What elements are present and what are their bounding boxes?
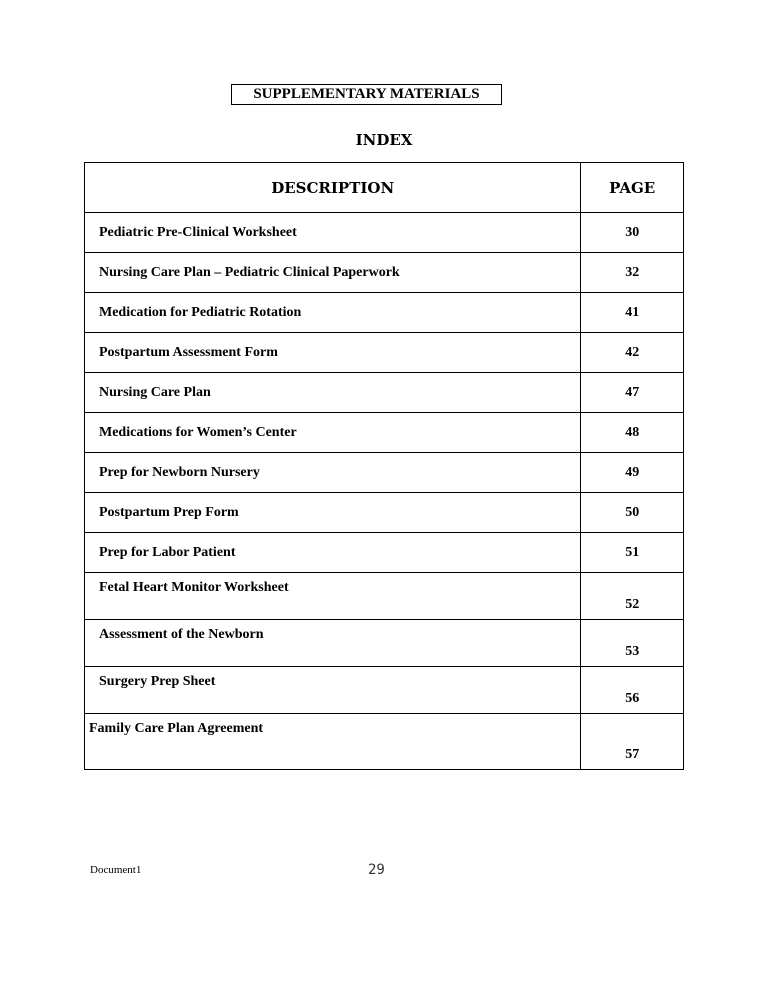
row-description: Assessment of the Newborn <box>85 620 581 667</box>
row-page: 53 <box>581 620 684 667</box>
row-page: 41 <box>581 293 684 333</box>
row-description: Nursing Care Plan – Pediatric Clinical Paperwork <box>85 253 581 293</box>
document-name: Document1 <box>90 864 142 876</box>
row-page: 42 <box>581 333 684 373</box>
row-description: Family Care Plan Agreement <box>85 714 581 770</box>
page-column-header: PAGE <box>581 163 684 213</box>
table-row <box>85 620 684 667</box>
table-row <box>85 667 684 714</box>
row-description: Medication for Pediatric Rotation <box>85 293 581 333</box>
row-description: Fetal Heart Monitor Worksheet <box>85 573 581 620</box>
table-row <box>85 714 684 770</box>
table-row <box>85 213 684 253</box>
table-row <box>85 573 684 620</box>
supplementary-materials-title: SUPPLEMENTARY MATERIALS <box>231 84 502 105</box>
row-page: 32 <box>581 253 684 293</box>
table-row <box>85 493 684 533</box>
index-heading: INDEX <box>355 131 413 149</box>
row-description: Medications for Women’s Center <box>85 413 581 453</box>
table-row <box>85 333 684 373</box>
row-description: Pediatric Pre-Clinical Worksheet <box>85 213 581 253</box>
table-row <box>85 293 684 333</box>
row-page: 50 <box>581 493 684 533</box>
row-description: Prep for Newborn Nursery <box>85 453 581 493</box>
row-page: 56 <box>581 667 684 714</box>
page-number: 29 <box>368 862 385 878</box>
table-row <box>85 533 684 573</box>
row-page: 30 <box>581 213 684 253</box>
row-page: 57 <box>581 714 684 770</box>
row-description: Prep for Labor Patient <box>85 533 581 573</box>
table-row <box>85 253 684 293</box>
table-row <box>85 453 684 493</box>
row-description: Surgery Prep Sheet <box>85 667 581 714</box>
table-row <box>85 413 684 453</box>
table-row <box>85 373 684 413</box>
row-description: Postpartum Prep Form <box>85 493 581 533</box>
row-page: 51 <box>581 533 684 573</box>
row-page: 52 <box>581 573 684 620</box>
row-description: Nursing Care Plan <box>85 373 581 413</box>
index-table <box>84 162 684 770</box>
row-page: 49 <box>581 453 684 493</box>
table-header-row <box>85 163 684 213</box>
description-column-header: DESCRIPTION <box>85 163 581 213</box>
row-page: 48 <box>581 413 684 453</box>
row-page: 47 <box>581 373 684 413</box>
row-description: Postpartum Assessment Form <box>85 333 581 373</box>
